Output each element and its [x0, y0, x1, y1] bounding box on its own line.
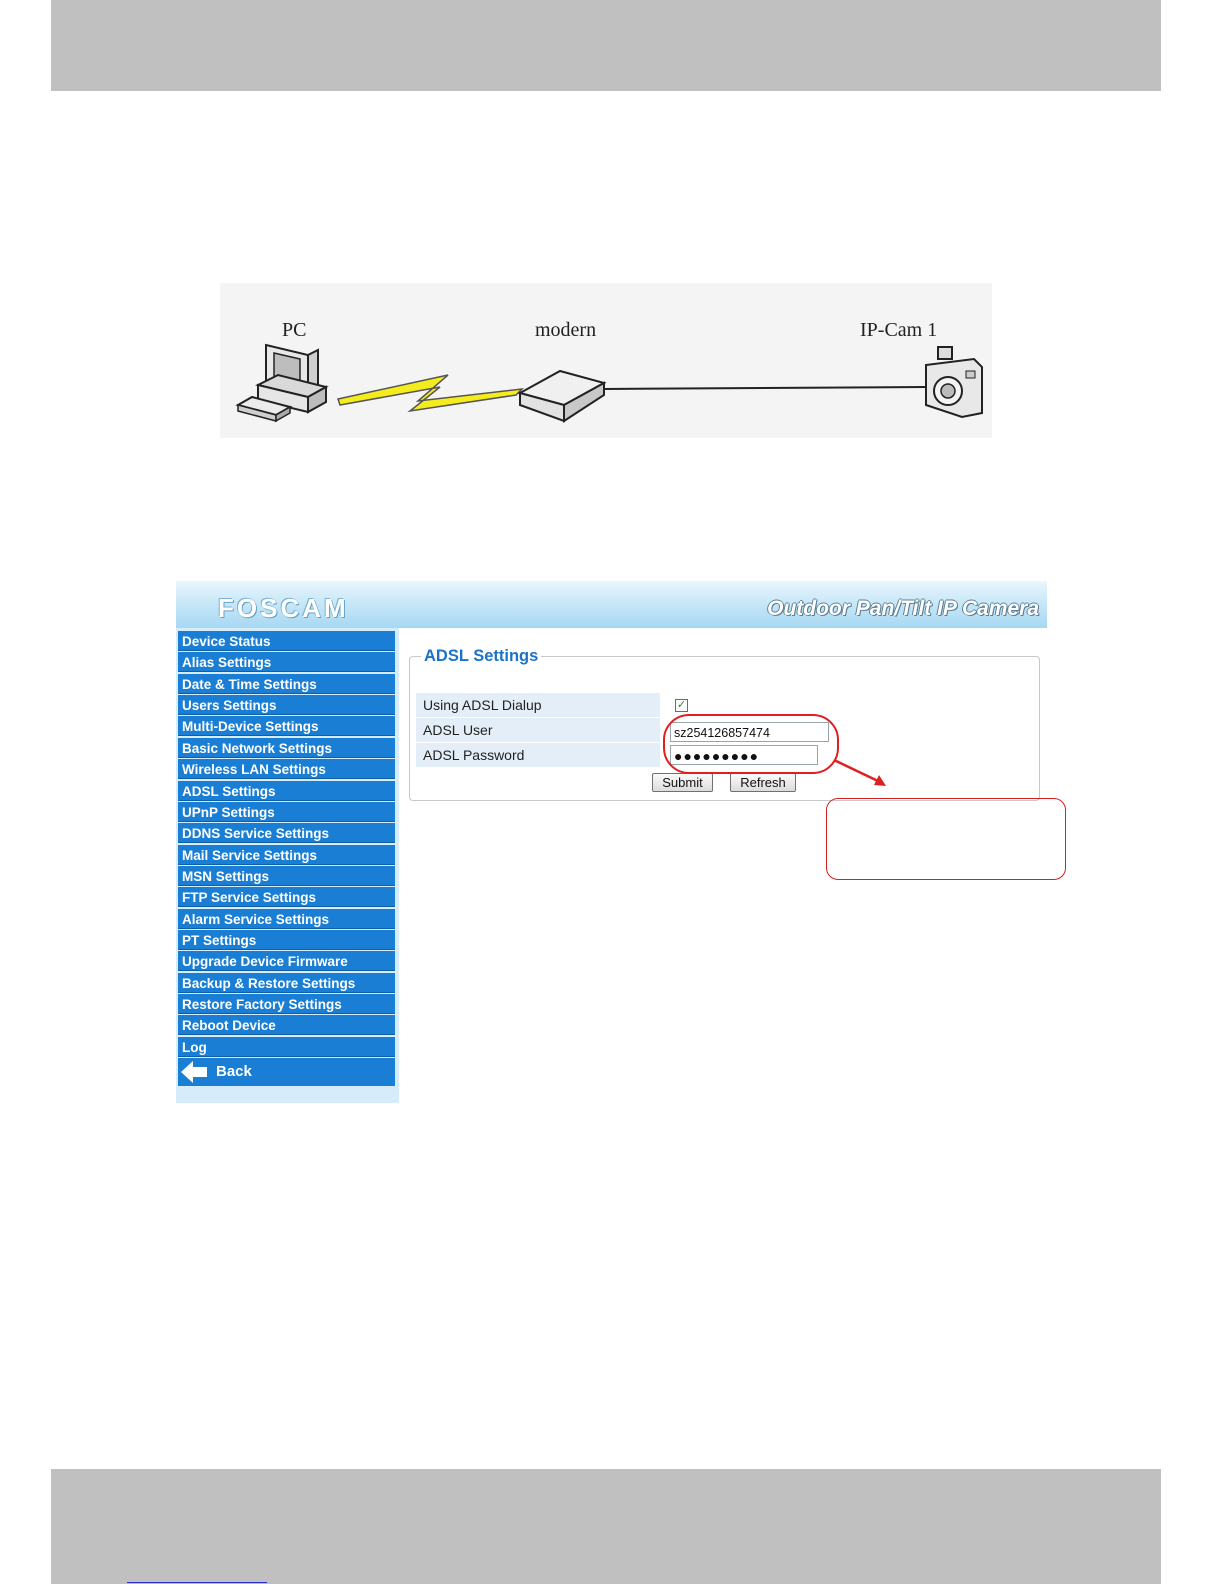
page-header-band: [51, 0, 1161, 91]
submit-button[interactable]: Submit: [652, 773, 713, 792]
product-tagline: Outdoor Pan/Tilt IP Camera: [767, 597, 1039, 620]
sidebar-item-alias-settings[interactable]: Alias Settings: [178, 652, 395, 672]
sidebar-item-date-time-settings[interactable]: Date & Time Settings: [178, 674, 395, 694]
sidebar-menu: [178, 631, 395, 1086]
ip-camera-icon: [926, 347, 982, 417]
adsl-password-input[interactable]: ●●●●●●●●●: [670, 745, 818, 765]
sidebar-item-basic-network-settings[interactable]: Basic Network Settings: [178, 738, 395, 758]
back-arrow-icon: [181, 1061, 209, 1083]
camera-label: IP-Cam 1: [860, 319, 938, 341]
wireless-link-icon: [338, 375, 522, 411]
sidebar-item-restore-factory-settings[interactable]: Restore Factory Settings: [178, 994, 395, 1014]
back-button[interactable]: [178, 1058, 395, 1086]
sidebar-item-log[interactable]: Log: [178, 1037, 395, 1057]
refresh-button[interactable]: Refresh: [730, 773, 796, 792]
sidebar-item-msn-settings[interactable]: MSN Settings: [178, 866, 395, 886]
sidebar-item-alarm-service-settings[interactable]: Alarm Service Settings: [178, 909, 395, 929]
header-banner: [176, 581, 1047, 628]
sidebar-item-multi-device-settings[interactable]: Multi-Device Settings: [178, 716, 395, 736]
modem-icon: [520, 371, 604, 421]
sidebar-item-mail-service-settings[interactable]: Mail Service Settings: [178, 845, 395, 865]
page-footer-band: [51, 1469, 1161, 1584]
adsl-user-input[interactable]: sz254126857474: [670, 722, 829, 742]
foscam-logo: FOSCAM: [218, 593, 349, 623]
callout-arrow-icon: [832, 758, 896, 792]
sidebar-item-upgrade-device-firmware[interactable]: Upgrade Device Firmware: [178, 951, 395, 971]
back-label: Back: [216, 1063, 252, 1081]
sidebar-item-adsl-settings[interactable]: ADSL Settings: [178, 781, 395, 801]
network-diagram-art: [220, 283, 992, 438]
sidebar-item-reboot-device[interactable]: Reboot Device: [178, 1015, 395, 1035]
sidebar-item-users-settings[interactable]: Users Settings: [178, 695, 395, 715]
sidebar-item-wireless-lan-settings[interactable]: Wireless LAN Settings: [178, 759, 395, 779]
pc-label: PC: [282, 319, 307, 341]
adsl-user-label: ADSL User: [416, 718, 660, 742]
modem-label: modern: [535, 319, 597, 341]
network-diagram: [220, 283, 992, 438]
pc-icon: [238, 345, 326, 421]
sidebar-item-device-status[interactable]: Device Status: [178, 631, 395, 651]
sidebar-item-ddns-service-settings[interactable]: DDNS Service Settings: [178, 823, 395, 843]
sidebar-item-upnp-settings[interactable]: UPnP Settings: [178, 802, 395, 822]
sidebar-item-backup-restore-settings[interactable]: Backup & Restore Settings: [178, 973, 395, 993]
network-cable: [604, 387, 926, 389]
highlight-oval: [663, 714, 839, 774]
adsl-settings-title: ADSL Settings: [421, 647, 541, 666]
adsl-dialup-checkbox[interactable]: ✓: [676, 699, 687, 711]
sidebar-item-pt-settings[interactable]: PT Settings: [178, 930, 395, 950]
adsl-dialup-label: Using ADSL Dialup: [416, 693, 660, 717]
sidebar-item-ftp-service-settings[interactable]: FTP Service Settings: [178, 887, 395, 907]
adsl-password-label: ADSL Password: [416, 743, 660, 767]
footer-link-underline: [127, 1582, 267, 1583]
callout-box: [826, 798, 1066, 880]
sidebar: [176, 628, 399, 1103]
